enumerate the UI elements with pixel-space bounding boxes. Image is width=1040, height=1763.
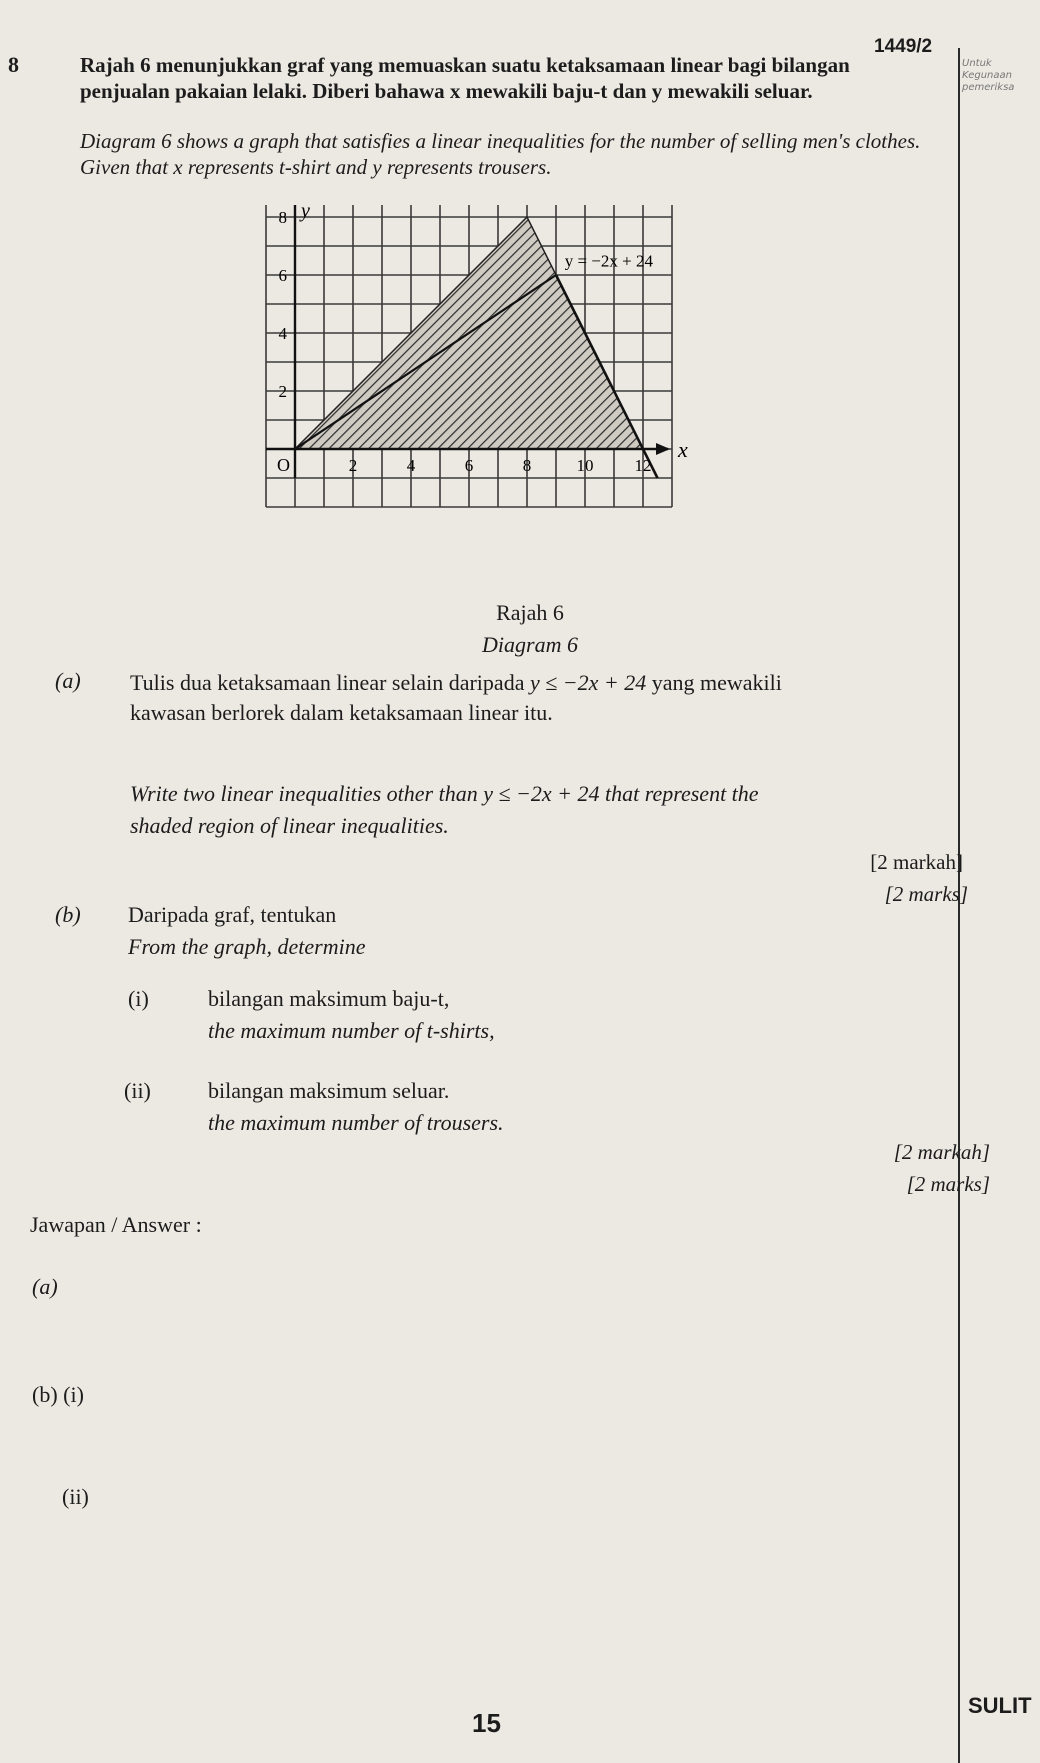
- y-tick-label: 6: [278, 266, 287, 285]
- answer-b-i-label: (b) (i): [32, 1382, 84, 1407]
- x-axis-arrow: [656, 443, 670, 455]
- y-tick-label: 8: [278, 208, 287, 227]
- y-tick-label: 2: [278, 382, 287, 401]
- part-a-label: (a): [55, 668, 81, 693]
- x-tick-label: 4: [406, 456, 416, 475]
- part-b-ii-label: (ii): [124, 1078, 151, 1103]
- origin-label: O: [277, 455, 290, 475]
- question-intro-en: Diagram 6 shows a graph that satisfies a linear inequalities for the number of selling men's clothes. Given that x represents t-shirt and y represents trousers.: [80, 129, 921, 179]
- part-a-inequality-en: y ≤ −2x + 24: [483, 781, 600, 806]
- part-a-marks-en: [2 marks]: [884, 882, 968, 906]
- sulit-mark: SULIT: [968, 1693, 1032, 1718]
- y-tick-label: 4: [278, 324, 287, 343]
- part-a-text-ms: Tulis dua ketaksamaan linear selain daripada y ≤ −2x + 24 yang mewakili kawasan berlorek dalam ketaksamaan linear itu.: [130, 670, 782, 725]
- part-b-ii-en: the maximum number of trousers.: [208, 1110, 504, 1135]
- paper-code: 1449/2: [874, 36, 933, 57]
- part-b-i-en: the maximum number of t-shirts,: [208, 1018, 495, 1043]
- part-b-marks-ms: [2 markah]: [893, 1140, 990, 1164]
- part-b-i-label: (i): [128, 986, 149, 1011]
- question-intro-ms: Rajah 6 menunjukkan graf yang memuaskan suatu ketaksamaan linear bagi bilangan penjualan pakaian lelaki. Diberi bahawa x mewakili baju-t dan y mewakili seluar.: [80, 53, 850, 103]
- x-tick-label: 2: [348, 456, 358, 475]
- part-b-label: (b): [55, 902, 81, 927]
- part-a-text-en: Write two linear inequalities other than y ≤ −2x + 24 that represent the shaded region of linear inequalities.: [130, 781, 759, 838]
- x-tick-label: 10: [576, 456, 594, 475]
- answer-b-ii-label: (ii): [62, 1484, 89, 1509]
- question-number: 8: [8, 52, 19, 77]
- part-b-marks-en: [2 marks]: [906, 1172, 990, 1196]
- diagram-6-graph: [255, 205, 710, 590]
- page-number: 15: [472, 1708, 501, 1738]
- part-b-i-ms: bilangan maksimum baju-t,: [208, 986, 450, 1011]
- part-b-intro-ms: Daripada graf, tentukan: [128, 902, 337, 927]
- line-equation-label: y = −2x + 24: [564, 251, 653, 271]
- diagram-caption-en: Diagram 6: [482, 632, 578, 657]
- part-b-ii-ms: bilangan maksimum seluar.: [208, 1078, 450, 1103]
- x-tick-label: 6: [464, 456, 474, 475]
- answer-a-label: (a): [32, 1274, 58, 1299]
- part-a-marks-ms: [2 markah]: [870, 850, 963, 874]
- diagram-caption-ms: Rajah 6: [496, 600, 564, 625]
- x-tick-label: 12: [634, 456, 652, 475]
- part-b-intro-en: From the graph, determine: [128, 934, 366, 959]
- answer-heading: Jawapan / Answer :: [30, 1212, 202, 1237]
- part-a-inequality-ms: y ≤ −2x + 24: [529, 670, 647, 695]
- y-axis-label: y: [301, 205, 310, 222]
- examiner-margin-note: Untuk Kegunaan pemeriksa: [962, 58, 1015, 93]
- x-tick-label: 8: [522, 456, 532, 475]
- x-axis-label: x: [678, 437, 688, 462]
